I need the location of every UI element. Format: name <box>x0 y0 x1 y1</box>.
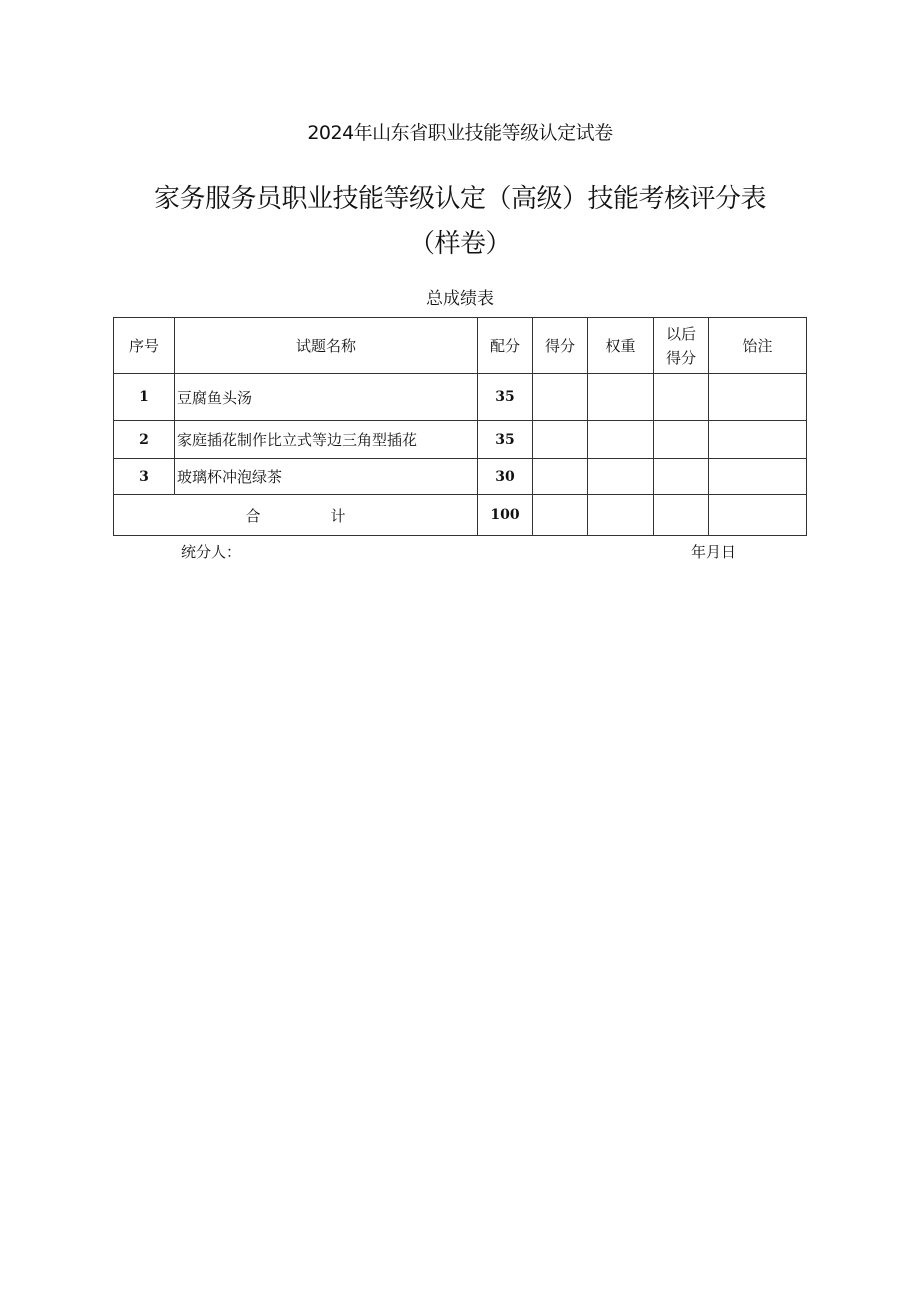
row-allotted: 35 <box>478 421 533 459</box>
header-allotted: 配分 <box>478 318 533 374</box>
row-weight-cell[interactable] <box>588 374 654 421</box>
total-label-part2: 计 <box>330 506 346 525</box>
total-weighted-cell[interactable] <box>654 495 709 536</box>
total-score-cell[interactable] <box>533 495 588 536</box>
header-weight: 权重 <box>588 318 654 374</box>
total-label <box>114 495 478 536</box>
row-remark-cell[interactable] <box>709 374 807 421</box>
total-remark-cell[interactable] <box>709 495 807 536</box>
table-row <box>114 459 807 495</box>
row-remark-cell[interactable] <box>709 421 807 459</box>
row-allotted: 35 <box>478 374 533 421</box>
row-item-name: 家庭插花制作比立式等边三角型插花 <box>175 421 478 459</box>
row-seq: 3 <box>114 459 175 495</box>
row-weighted-cell[interactable] <box>654 374 709 421</box>
row-item-name: 玻璃杯冲泡绿茶 <box>175 459 478 495</box>
row-remark-cell[interactable] <box>709 459 807 495</box>
table-title: 总成绩表 <box>426 289 494 309</box>
header-seq: 序号 <box>114 318 175 374</box>
header-weighted-line2: 得分 <box>665 348 696 367</box>
total-allotted: 100 <box>478 495 533 536</box>
header-weighted-score <box>654 318 709 374</box>
table-row <box>114 374 807 421</box>
header-remark: 饴注 <box>709 318 807 374</box>
row-seq: 2 <box>114 421 175 459</box>
row-score-cell[interactable] <box>533 459 588 495</box>
table-header-row <box>114 318 807 374</box>
row-score-cell[interactable] <box>533 374 588 421</box>
table-total-row <box>114 495 807 536</box>
row-seq: 1 <box>114 374 175 421</box>
row-weighted-cell[interactable] <box>654 421 709 459</box>
row-weight-cell[interactable] <box>588 421 654 459</box>
main-title: 家务服务员职业技能等级认定（高级）技能考核评分表（样卷） <box>153 184 766 259</box>
header-score: 得分 <box>533 318 588 374</box>
exam-title: 2024年山东省职业技能等级认定试卷 <box>307 122 613 144</box>
date-label: 年月日 <box>691 543 737 561</box>
total-label-part1: 合 <box>245 506 261 525</box>
header-weighted-line1: 以后 <box>665 324 696 343</box>
header-item-name: 试题名称 <box>175 318 478 374</box>
table-row <box>114 421 807 459</box>
row-item-name: 豆腐鱼头汤 <box>175 374 478 421</box>
score-summary-table <box>113 317 807 536</box>
scorer-label: 统分人： <box>181 543 242 561</box>
row-score-cell[interactable] <box>533 421 588 459</box>
row-allotted: 30 <box>478 459 533 495</box>
total-weight-cell[interactable] <box>588 495 654 536</box>
row-weighted-cell[interactable] <box>654 459 709 495</box>
row-weight-cell[interactable] <box>588 459 654 495</box>
